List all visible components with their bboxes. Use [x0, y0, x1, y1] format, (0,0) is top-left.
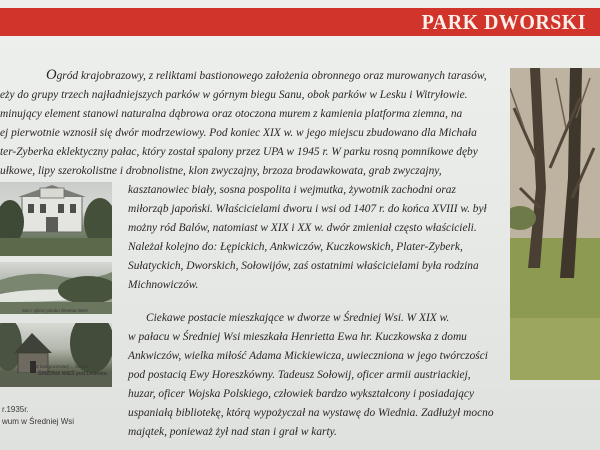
- paragraph1-line-6: ułkowe, lipy szerokolistne i drobnolistne, klon zwyczajny, brzoza brodawkowata, grab zwyczajny,: [0, 164, 442, 177]
- paragraph1-line-8: miłorząb japoński. Właścicielami dworu i wsi od 1407 r. do końca XVIII w. był: [128, 202, 487, 215]
- paragraph1-line-9: możny ród Balów, natomiast w XIX i XX w. dwór zmieniał często właścicieli.: [128, 221, 477, 234]
- paragraph2-line-3: Ankwiczów, wielka miłość Adama Mickiewicza, uwieczniona w jego twórczości: [128, 349, 488, 362]
- church-drawing: [0, 323, 112, 387]
- paragraph1-line-2: eży do grupy trzech najładniejszych parków w górnym biegu Sanu, obok parków w Lesku i Witryłowie.: [0, 88, 468, 101]
- manor-drawing: [0, 182, 112, 256]
- paragraph1-line-1-text: gród krajobrazowy, z reliktami bastionowego założenia obronnego oraz murowanych tarasów,: [56, 69, 487, 82]
- paragraph2-line-5: huzar, oficer Wojska Polskiego, człowiek bardzo wykształcony i posiadający: [128, 387, 475, 400]
- church-caption-bold: ŚREDNIA WIEŚ pod Leskiem.: [38, 371, 108, 377]
- paragraph2-line-6: uspaniałą bibliotekę, którą wypożyczał na wystawę do Wiednia. Zadłużył mocno: [128, 406, 494, 419]
- paragraph2-line-2: w pałacu w Średniej Wsi mieszkała Henrietta Ewa hr. Kuczkowska z domu: [128, 330, 467, 343]
- paragraph1-line-12: Michnowiczów.: [128, 278, 199, 291]
- photo-year-caption: r.1935r.: [2, 405, 29, 414]
- paragraph2-line-1: Ciekawe postacie mieszkające w dworze w Średniej Wsi. W XIX w.: [146, 311, 450, 324]
- museum-caption: wum w Średniej Wsi: [2, 417, 75, 426]
- paragraph1-line-11: Sułatyckich, Dworskich, Sołowijów, zaś ostatnimi właścicielami była rodzina: [128, 259, 479, 272]
- paragraph2-line-7: majątek, ponieważ żył nad stan i grał w karty.: [128, 425, 337, 438]
- park-trees-photo: [510, 68, 600, 380]
- river-photo: [0, 262, 112, 314]
- paragraph1-line-5: ter-Zyberka eklektyczny pałac, który został spalony przez UPA w 1945 r. W parku rosną pomnikowe dęby: [0, 145, 478, 158]
- dropcap: O: [46, 67, 57, 83]
- page-title: PARK DWORSKI: [421, 10, 586, 34]
- river-caption: San i ujście potoku Średnia Wieś: [22, 308, 88, 313]
- park-trees-drawing: [510, 68, 600, 380]
- church-caption-small: Z kart pocztowej ... Sanok: [36, 364, 88, 369]
- paragraph1-line-1: [46, 66, 487, 85]
- paragraph1-line-3: minujący element stanowi naturalna dąbrowa oraz otoczona murem z kamienia platforma ziemna, na: [0, 107, 463, 120]
- paragraph1-line-4: ej pierwotnie wznosił się dwór modrzewiowy. Pod koniec XIX w. w jego miejscu zbudowano dla Michała: [0, 126, 477, 139]
- paragraph1-line-7: kasztanowiec biały, sosna pospolita i wejmutka, żywotnik zachodni oraz: [128, 183, 456, 196]
- manor-photo: [0, 182, 112, 256]
- paragraph2-line-4: pod postacią Ewy Horeszkówny. Tadeusz Sołowij, oficer armii austriackiej,: [128, 368, 471, 381]
- church-photo: [0, 323, 112, 387]
- river-drawing: [0, 262, 112, 314]
- paragraph1-line-10: Należał kolejno do: Łępickich, Ankwiczów, Kuczkowskich, Plater-Zyberk,: [128, 240, 463, 253]
